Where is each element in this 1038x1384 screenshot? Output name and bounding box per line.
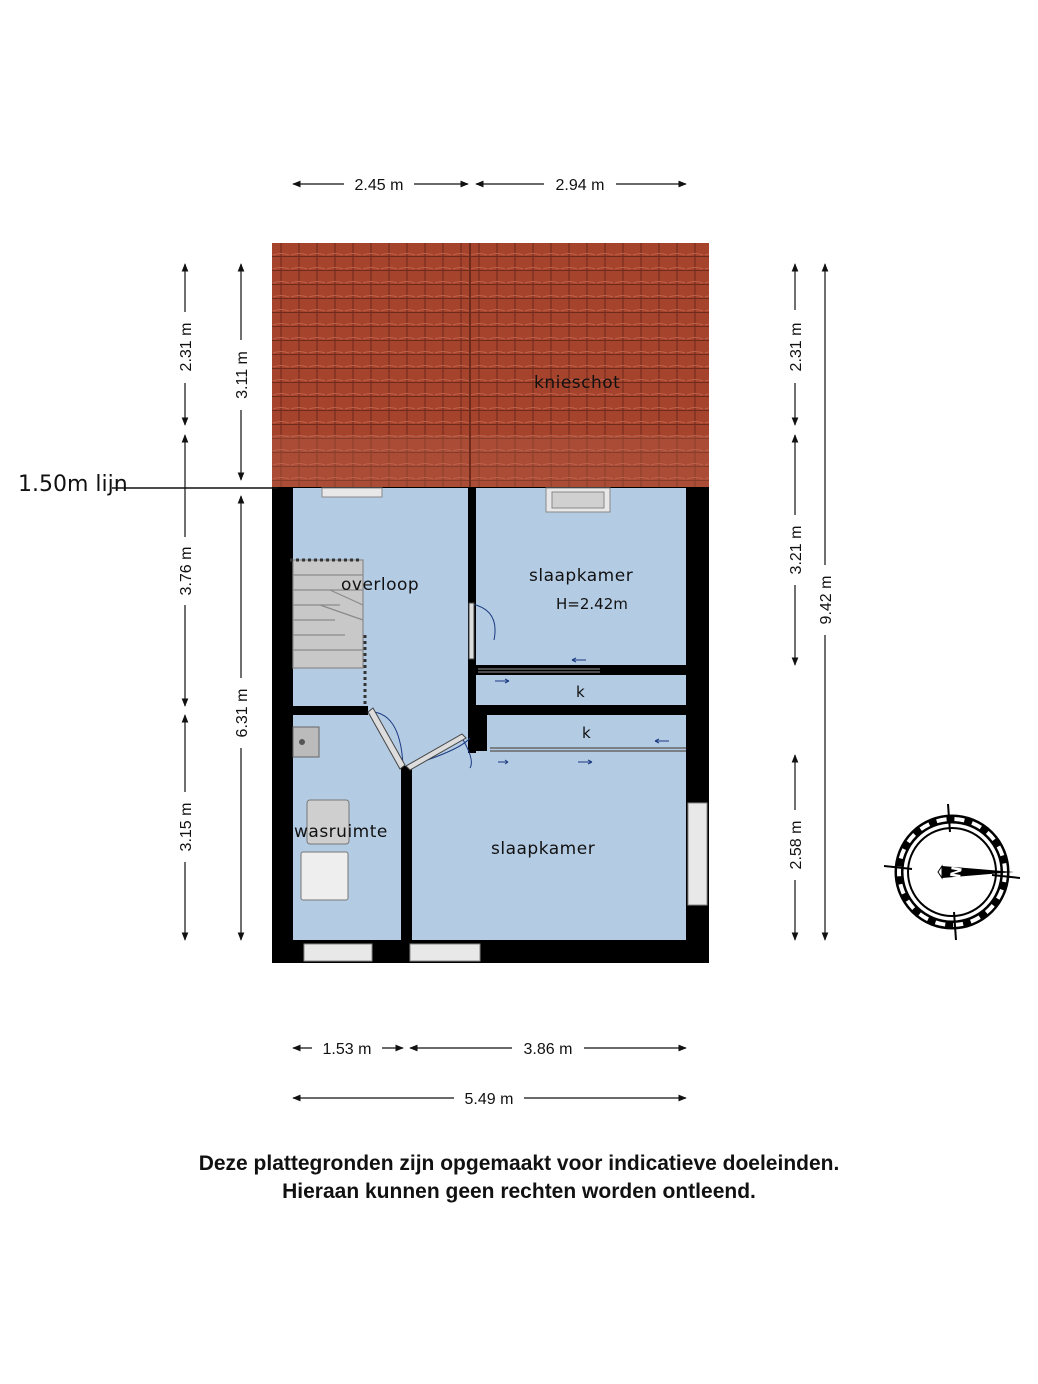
dim-bottom-left: 1.53 m (322, 1041, 372, 1058)
label-closet-2: k (582, 724, 591, 742)
dim-top-right: 2.94 m (555, 177, 605, 194)
label-wasruimte: wasruimte (294, 822, 388, 842)
compass-icon (884, 804, 1020, 940)
dim-top-left: 2.45 m (354, 177, 404, 194)
label-overloop: overloop (341, 575, 420, 595)
label-height: H=2.42m (556, 595, 628, 613)
wall-closet-divider-2 (476, 705, 709, 715)
dim-bottom-right: 3.86 m (523, 1041, 573, 1058)
wall-closet-left (476, 705, 487, 751)
label-slaapkamer-bottom: slaapkamer (491, 839, 596, 859)
dim-left-inner-bottom: 6.31 m (234, 688, 251, 738)
slaapkamer-bottom-upper-fill (476, 751, 686, 761)
dim-right-outer-total: 9.42 m (818, 575, 835, 625)
dim-right-inner-bottom: 2.58 m (788, 820, 805, 870)
label-knieschot: knieschot (534, 373, 621, 393)
sink-icon (293, 727, 319, 757)
dim-left-outer-top: 2.31 m (178, 322, 195, 372)
washing-machine-icon (301, 852, 348, 900)
dim-right-inner-mid: 3.21 m (788, 525, 805, 575)
disclaimer-line-2: Hieraan kunnen geen rechten worden ontleend. (282, 1180, 756, 1203)
wall-closet-divider-1 (476, 665, 709, 675)
roof-lower-shade (272, 435, 709, 488)
wall-wasruimte-top (293, 706, 368, 715)
compass-letter: N (948, 865, 966, 880)
dim-right-inner-top: 2.31 m (788, 322, 805, 372)
wall-wasruimte-right (401, 772, 412, 942)
label-slaapkamer-top: slaapkamer (529, 566, 634, 586)
dim-bottom-total: 5.49 m (464, 1091, 514, 1108)
label-closet-1: k (576, 683, 585, 701)
dim-left-outer-mid: 3.76 m (178, 546, 195, 596)
dim-left-outer-bottom: 3.15 m (178, 802, 195, 852)
dim-left-inner-top: 3.11 m (234, 351, 251, 399)
disclaimer (0, 1150, 1038, 1206)
disclaimer-line-1: Deze plattegronden zijn opgemaakt voor indicatieve doeleinden. (198, 1152, 840, 1175)
line-150-label: 1.50m lijn (18, 472, 128, 497)
